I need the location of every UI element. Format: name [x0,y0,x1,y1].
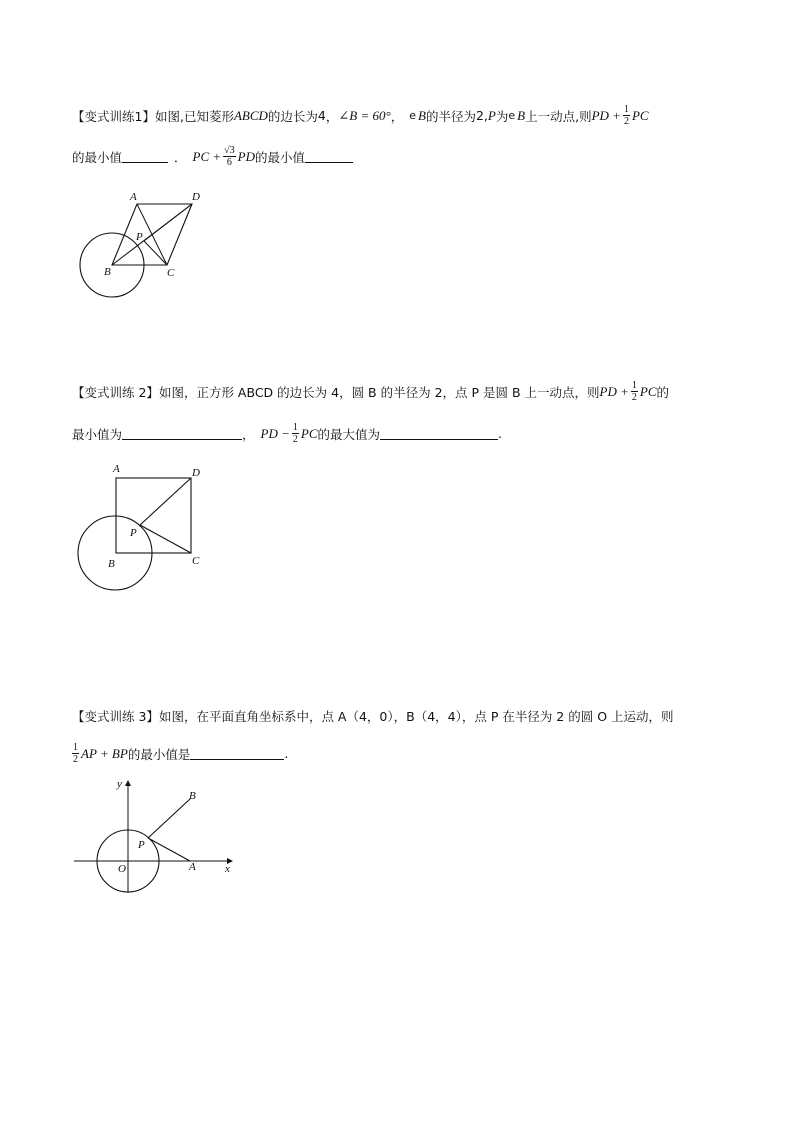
problem1-text: ， [390,108,404,124]
label-d: D [192,191,200,203]
expression-pc: PC [639,383,657,399]
segment-pb [148,799,190,838]
label-b: B [189,790,196,802]
problem1-text: 的最小值 [72,149,123,165]
fraction-numerator: 1 [292,422,298,433]
problem2-line2 [72,422,502,445]
problem1-line2 [72,145,353,168]
label-a: A [130,191,137,203]
fraction-numerator: 1 [631,380,637,391]
problem1-text: 的最小值 [255,149,306,165]
problem2-text: 如图，正方形 ABCD 的边长为 4，圆 B 的半径为 2，点 P 是圆 B 上一动点，则 [158,384,600,400]
fraction-sqrt3-6 [223,145,236,168]
expression-pc: PC [631,107,649,123]
segment-pd [140,478,191,525]
fraction-one-half [72,742,79,765]
problem3-line2 [72,742,288,765]
point-b: B [418,107,426,123]
fraction-denominator: 2 [73,754,78,765]
problem2-label: 【变式训练 2】 [72,384,159,400]
fraction-one-half [631,380,638,403]
fraction-numerator: √3 [224,145,235,156]
fraction-denominator: 6 [226,157,232,168]
segment-pa [148,838,190,861]
problem3-figure [70,775,240,900]
fraction-numerator: 1 [623,104,629,115]
label-d: D [192,467,200,479]
problem1-text: 上一动点,则 [525,108,592,124]
problem1-text: ． [174,149,187,165]
segment-pc [140,525,191,553]
answer-blank-1[interactable] [122,150,168,163]
problem2-text: . [498,426,503,441]
problem3-text: 的最小值是 [127,746,191,762]
label-a: A [189,861,196,873]
problem1-line1 [72,104,649,127]
label-b: B [108,558,115,570]
problem1-label: 【变式训练1】 [72,108,155,124]
problem3-text: . [284,746,289,761]
expression-ap-bp: AP + BP [81,745,128,761]
circle-symbol: e [508,109,516,122]
expression-pd: PD [237,148,256,164]
answer-blank-1[interactable] [122,427,242,440]
label-b: B [104,266,111,278]
problem1-text: ， [325,108,339,124]
problem1-text: 的边长为 [267,108,318,124]
problem1-text: 如图,已知菱形 [154,108,234,124]
segment-pc [144,241,167,265]
side-length: 4 [317,108,326,123]
fraction-one-half [623,104,630,127]
expression-pd: PD − [260,425,290,441]
radius-value: 2 [475,108,484,123]
label-p: P [130,527,137,539]
label-x: x [225,863,230,875]
label-c: C [167,267,175,279]
label-p: P [138,839,145,851]
fraction-denominator: 2 [292,434,298,445]
fraction-numerator: 1 [73,742,78,753]
answer-blank-2[interactable] [305,150,353,163]
problem1-text: , [483,108,488,123]
label-a: A [113,463,120,475]
expression-pd: PD + [591,107,621,123]
label-o: O [118,863,126,875]
angle-b: ∠B = 60° [338,107,391,123]
fraction-one-half [292,422,299,445]
fraction-denominator: 2 [623,116,629,127]
label-y: y [117,778,122,790]
problem2-text: 的 [656,384,670,400]
label-p: P [136,231,143,243]
problem3-line1 [72,707,674,725]
problem2-text: 最小值为 [72,426,123,442]
answer-blank[interactable] [190,747,284,760]
point-p: P [487,107,496,123]
problem3-label: 【变式训练 3】 [72,709,159,724]
problem1-figure [70,185,220,300]
problem2-text: 的最大值为 [317,426,381,442]
expression-pd: PD + [599,383,629,399]
expression-pc: PC + [192,148,222,164]
problem1-text: 的半径为 [425,108,476,124]
rhombus-name: ABCD [233,107,268,123]
problem2-text: ， [242,426,255,442]
problem3-text: 如图，在平面直角坐标系中，点 A（4，0），B（4，4），点 P 在半径为 2 的圆 O 上运动，则 [158,709,674,724]
answer-blank-2[interactable] [380,427,498,440]
point-b: B [517,107,526,123]
fraction-denominator: 2 [631,392,637,403]
problem2-figure [70,460,220,600]
problem1-text: 为 [495,108,509,124]
label-c: C [192,555,200,567]
circle-symbol: e [409,109,416,122]
square-abcd [116,478,191,553]
expression-pc: PC [300,425,318,441]
problem2-line1 [72,380,669,403]
